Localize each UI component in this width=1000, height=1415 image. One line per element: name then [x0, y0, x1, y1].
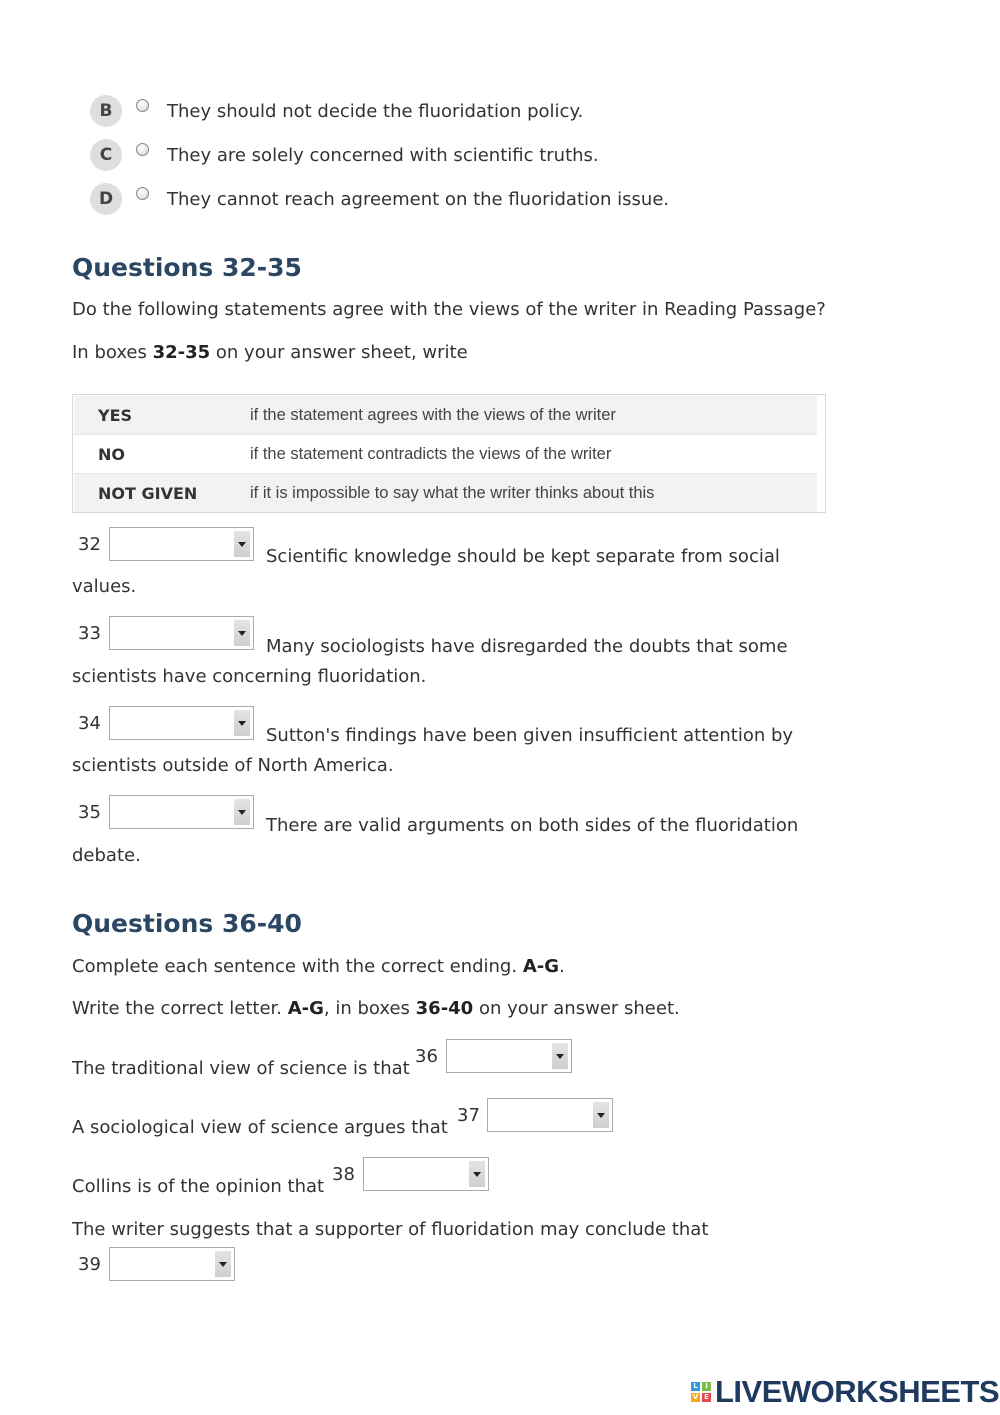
chevron-down-icon	[593, 1102, 609, 1128]
option-c[interactable]	[90, 138, 599, 172]
chevron-down-icon	[234, 531, 250, 557]
option-letter-c: C	[90, 139, 122, 171]
question-33-text-cont: scientists have concerning fluoridation.	[72, 666, 427, 687]
option-b-text: They should not decide the fluoridation policy.	[167, 100, 584, 122]
legend-row-no	[74, 435, 817, 474]
question-32-text: Scientific knowledge should be kept separate from social	[266, 546, 780, 567]
legend-value: if it is impossible to say what the writer thinks about this	[250, 483, 655, 502]
question-number-34: 34	[78, 713, 101, 734]
legend-value: if the statement agrees with the views of the writer	[250, 405, 616, 424]
chevron-down-icon	[552, 1043, 568, 1069]
chevron-down-icon	[215, 1251, 231, 1277]
logo-block-l: L	[691, 1382, 700, 1391]
section-title-36-40: Questions 36-40	[72, 909, 302, 938]
option-b-radio[interactable]	[136, 99, 149, 112]
option-c-radio[interactable]	[136, 143, 149, 156]
answer-dropdown-37[interactable]	[487, 1098, 613, 1132]
answer-legend-table	[72, 394, 826, 513]
section-title-32-35: Questions 32-35	[72, 253, 302, 282]
legend-key: YES	[98, 405, 133, 425]
section-1-instruction: Do the following statements agree with the views of the writer in Reading Passage?	[72, 299, 826, 320]
question-number-37: 37	[457, 1105, 480, 1126]
question-32-text-cont: values.	[72, 576, 137, 597]
logo-block-v: V	[692, 1393, 699, 1401]
section-2-instruction-1: Complete each sentence with the correct ending. A-G.	[72, 956, 565, 977]
option-letter-b: B	[90, 95, 122, 127]
answer-dropdown-32[interactable]	[109, 527, 254, 561]
question-number-39: 39	[78, 1254, 101, 1275]
question-36-text: The traditional view of science is that	[72, 1058, 410, 1079]
chevron-down-icon	[234, 799, 250, 825]
liveworksheets-logo	[691, 1374, 999, 1410]
question-35-text: There are valid arguments on both sides of the fluoridation	[266, 815, 799, 836]
question-number-33: 33	[78, 623, 101, 644]
question-37-text: A sociological view of science argues that	[72, 1117, 448, 1138]
legend-value: if the statement contradicts the views of the writer	[250, 444, 612, 463]
question-number-35: 35	[78, 802, 101, 823]
option-letter-d: D	[90, 183, 122, 215]
question-38-text: Collins is of the opinion that	[72, 1176, 325, 1197]
legend-key: NOT GIVEN	[98, 483, 198, 503]
answer-dropdown-39[interactable]	[109, 1247, 235, 1281]
question-34-text: Sutton's findings have been given insufficient attention by	[266, 725, 794, 746]
legend-key: NO	[98, 444, 125, 464]
answer-dropdown-34[interactable]	[109, 706, 254, 740]
answer-dropdown-35[interactable]	[109, 795, 254, 829]
logo-grid-icon	[691, 1382, 711, 1402]
option-b[interactable]	[90, 94, 583, 128]
option-d[interactable]	[90, 182, 669, 216]
question-34-text-cont: scientists outside of North America.	[72, 755, 394, 776]
section-2-instruction-2: Write the correct letter. A-G, in boxes 36-40 on your answer sheet.	[72, 998, 680, 1019]
chevron-down-icon	[234, 620, 250, 646]
chevron-down-icon	[234, 710, 250, 736]
option-d-text: They cannot reach agreement on the fluoridation issue.	[167, 188, 670, 210]
question-39-text: The writer suggests that a supporter of fluoridation may conclude that	[72, 1219, 709, 1240]
section-1-boxes-instruction: In boxes 32-35 on your answer sheet, write	[72, 342, 468, 363]
answer-dropdown-36[interactable]	[446, 1039, 572, 1073]
legend-row-yes	[74, 396, 817, 435]
option-d-radio[interactable]	[136, 187, 149, 200]
question-35-text-cont: debate.	[72, 845, 141, 866]
question-number-36: 36	[415, 1046, 438, 1067]
answer-dropdown-33[interactable]	[109, 616, 254, 650]
answer-dropdown-38[interactable]	[363, 1157, 489, 1191]
logo-text: LIVEWORKSHEETS	[715, 1374, 1000, 1409]
question-number-38: 38	[332, 1164, 355, 1185]
question-number-32: 32	[78, 534, 101, 555]
chevron-down-icon	[469, 1161, 485, 1187]
logo-block-e: E	[702, 1393, 711, 1402]
question-33-text: Many sociologists have disregarded the doubts that some	[266, 636, 788, 657]
legend-row-not-given	[74, 474, 817, 512]
logo-block-i: I	[702, 1382, 711, 1391]
option-c-text: They are solely concerned with scientific truths.	[167, 144, 599, 166]
